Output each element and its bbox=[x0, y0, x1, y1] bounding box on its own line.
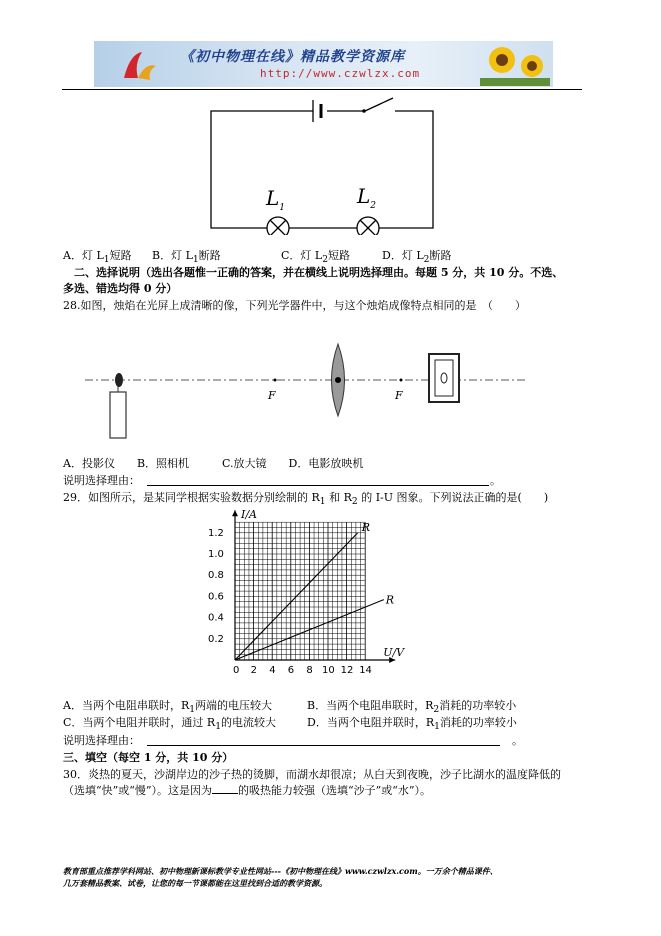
x-tick-label: 0 bbox=[233, 665, 240, 676]
q27-option-a[interactable]: A．灯 $L_1$短路 bbox=[63, 249, 132, 266]
optics-bench-diagram bbox=[85, 342, 530, 442]
q29-stem: 29．如图所示，是某同学根据实验数据分别绘制的 $R_1$ 和 $R_2$ 的 I-U 图象。下列说法正确的是( ) bbox=[63, 491, 549, 508]
q29-reason-label: 说明选择理由： bbox=[63, 734, 140, 747]
q29-option-b[interactable]: B．当两个电阻串联时，$R_2$消耗的功率较小 bbox=[307, 699, 517, 716]
header-title: 《初中物理在线》精品教学资源库 bbox=[180, 49, 405, 65]
q30-blank[interactable] bbox=[212, 784, 238, 794]
q28-stem: 28.如图，烛焰在光屏上成清晰的像，下列光学器件中，与这个烛焰成像特点相同的是 （ ） bbox=[63, 299, 526, 312]
q28-reason-blank[interactable] bbox=[147, 475, 489, 486]
y-tick-label: 0.2 bbox=[208, 633, 224, 645]
y-tick-label: 1.0 bbox=[208, 549, 224, 560]
q28-options[interactable]: A．投影仪 B．照相机 C.放大镜 D．电影放映机 bbox=[63, 457, 364, 470]
x-tick-label: 6 bbox=[287, 665, 295, 676]
x-tick-label: 2 bbox=[250, 665, 257, 676]
logo-icon bbox=[120, 48, 160, 84]
series-label-1: R bbox=[361, 520, 371, 534]
y-tick-label: 0.4 bbox=[208, 612, 224, 624]
x-tick-label: 10 bbox=[322, 665, 335, 676]
focus-left-label: F bbox=[268, 389, 276, 402]
q27-option-d[interactable]: D．灯 $L_2$断路 bbox=[382, 249, 452, 266]
x-tick-label: 4 bbox=[269, 665, 276, 676]
section3-heading: 三、填空（每空 1 分，共 10 分） bbox=[63, 751, 234, 764]
q29-option-c[interactable]: C．当两个电阻并联时，通过 $R_1$的电流较大 bbox=[63, 716, 277, 733]
x-axis-label: U/V bbox=[383, 646, 405, 659]
q28-reason-label: 说明选择理由： bbox=[63, 474, 140, 487]
footer-line1: 教育部重点推荐学科网站、初中物理新课标教学专业性网站---《初中物理在线》www.czwlzx.com。一万余个精品课件、 bbox=[63, 866, 498, 876]
q27-option-c[interactable]: C．灯 $L_2$短路 bbox=[281, 249, 351, 266]
footer-line2: 几万套精品教案、试卷，让您的每一节课都能在这里找到合适的教学资源。 bbox=[63, 878, 327, 888]
y-tick-label: 0.6 bbox=[208, 591, 224, 603]
iu-chart bbox=[205, 505, 445, 680]
section2-heading-line1: 二、选择说明（选出各题惟一正确的答案，并在横线上说明选择理由。每题 5 分，共 10 分。不选、 bbox=[74, 266, 564, 279]
focus-right-label: F bbox=[395, 389, 403, 402]
lamp-l1-label: $L_1$ bbox=[266, 186, 286, 213]
q27-option-b[interactable]: B．灯 $L_1$断路 bbox=[152, 249, 221, 266]
y-tick-label: 0.8 bbox=[208, 570, 224, 582]
q29-option-a[interactable]: A．当两个电阻串联时，$R_1$两端的电压较大 bbox=[63, 699, 273, 716]
q29-reason-end: 。 bbox=[512, 734, 523, 747]
q30-line1: 30．炎热的夏天，沙湖岸边的沙子热的烫脚，而湖水却很凉；从白天到夜晚，沙子比湖水的温度降低的 bbox=[63, 768, 561, 781]
q30-line2: （选填“快”或“慢”）。这是因为 的吸热能力较强（选填“沙子”或“水”）。 bbox=[63, 784, 431, 797]
header-rule bbox=[62, 89, 582, 90]
lamp-l2-label: $L_2$ bbox=[357, 184, 377, 211]
y-axis-label: I/A bbox=[241, 508, 257, 522]
x-tick-label: 12 bbox=[340, 665, 354, 676]
q29-reason-blank[interactable] bbox=[147, 735, 500, 746]
sunflower-icon bbox=[480, 44, 550, 86]
series-label-2: R bbox=[385, 593, 395, 607]
x-tick-label: 8 bbox=[306, 665, 313, 676]
header-url[interactable]: http://www.czwlzx.com bbox=[260, 67, 421, 80]
section2-heading-line2: 多选、错选均得 0 分） bbox=[63, 282, 178, 295]
y-axis-arrow bbox=[232, 510, 238, 516]
circuit-diagram bbox=[205, 95, 445, 235]
x-tick-label: 14 bbox=[359, 665, 372, 676]
q28-reason-end: 。 bbox=[490, 474, 501, 487]
q29-option-d[interactable]: D．当两个电阻并联时，$R_1$消耗的功率较小 bbox=[307, 716, 517, 733]
y-tick-label: 1.2 bbox=[208, 527, 224, 539]
